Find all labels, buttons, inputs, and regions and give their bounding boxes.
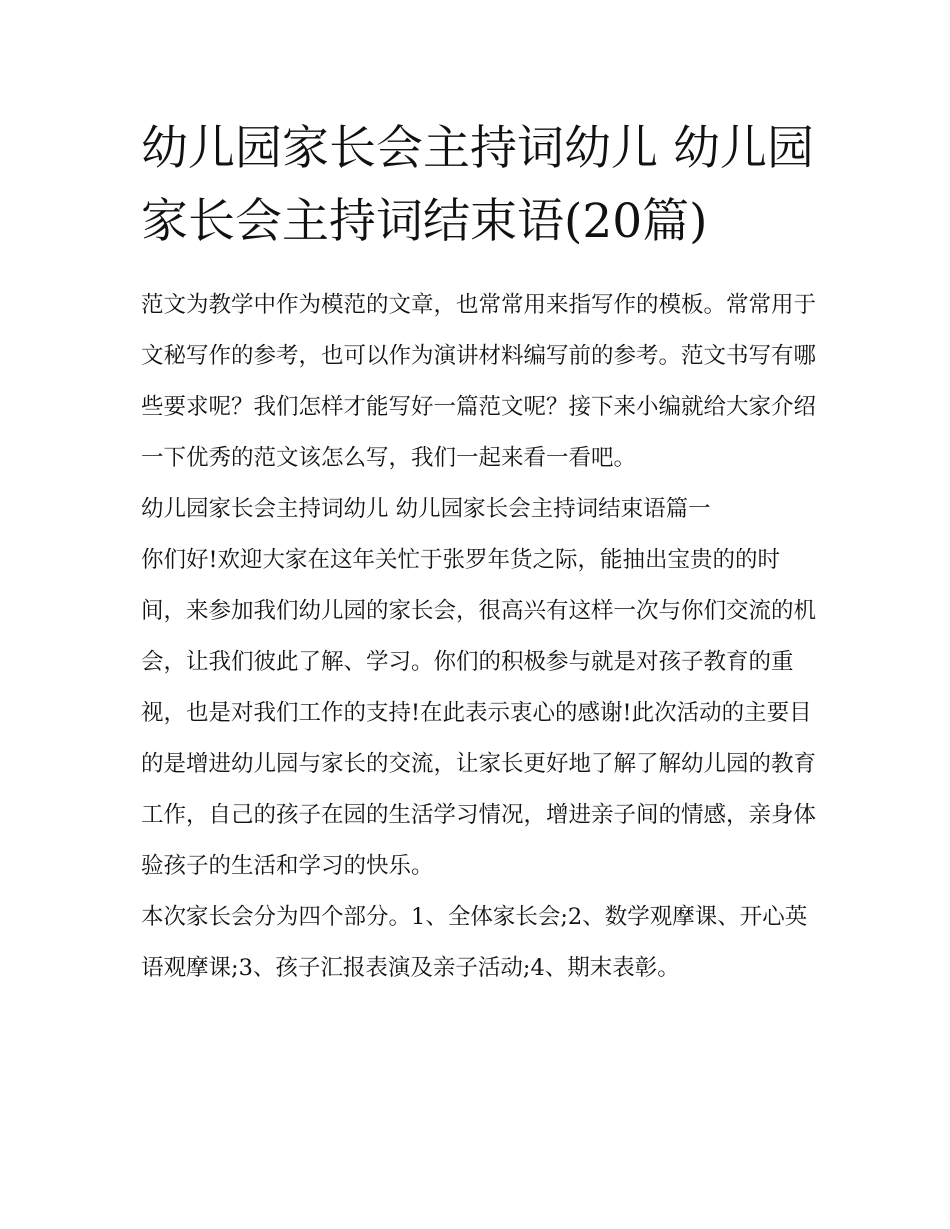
- body-paragraph-2: 本次家长会分为四个部分。1、全体家长会;2、数学观摩课、开心英语观摩课;3、孩子汇报表演及亲子活动;4、期末表彰。: [141, 904, 808, 981]
- document-body: [141, 280, 821, 994]
- intro-paragraph: 范文为教学中作为模范的文章，也常常用来指写作的模板。常常用于文秘写作的参考，也可以作为演讲材料编写前的参考。范文书写有哪些要求呢？我们怎样才能写好一篇范文呢？接下来小编就给大家介绍一下优秀的范文该怎么写，我们一起来看一看吧。: [141, 292, 817, 471]
- body-paragraph-1: 你们好!欢迎大家在这年关忙于张罗年货之际，能抽出宝贵的的时间，来参加我们幼儿园的家长会，很高兴有这样一次与你们交流的机会，让我们彼此了解、学习。你们的积极参与就是对孩子教育的重视，也是对我们工作的支持!在此表示衷心的感谢!此次活动的主要目的是增进幼儿园与家长的交流，让家长更好地了解了解幼儿园的教育工作，自己的孩子在园的生活学习情况，增进亲子间的情感，亲身体验孩子的生活和学习的快乐。: [141, 547, 817, 879]
- section-heading: 幼儿园家长会主持词幼儿 幼儿园家长会主持词结束语篇一: [141, 496, 711, 522]
- document-page: [141, 112, 821, 994]
- document-title: 幼儿园家长会主持词幼儿 幼儿园家长会主持词结束语(20篇): [141, 121, 814, 249]
